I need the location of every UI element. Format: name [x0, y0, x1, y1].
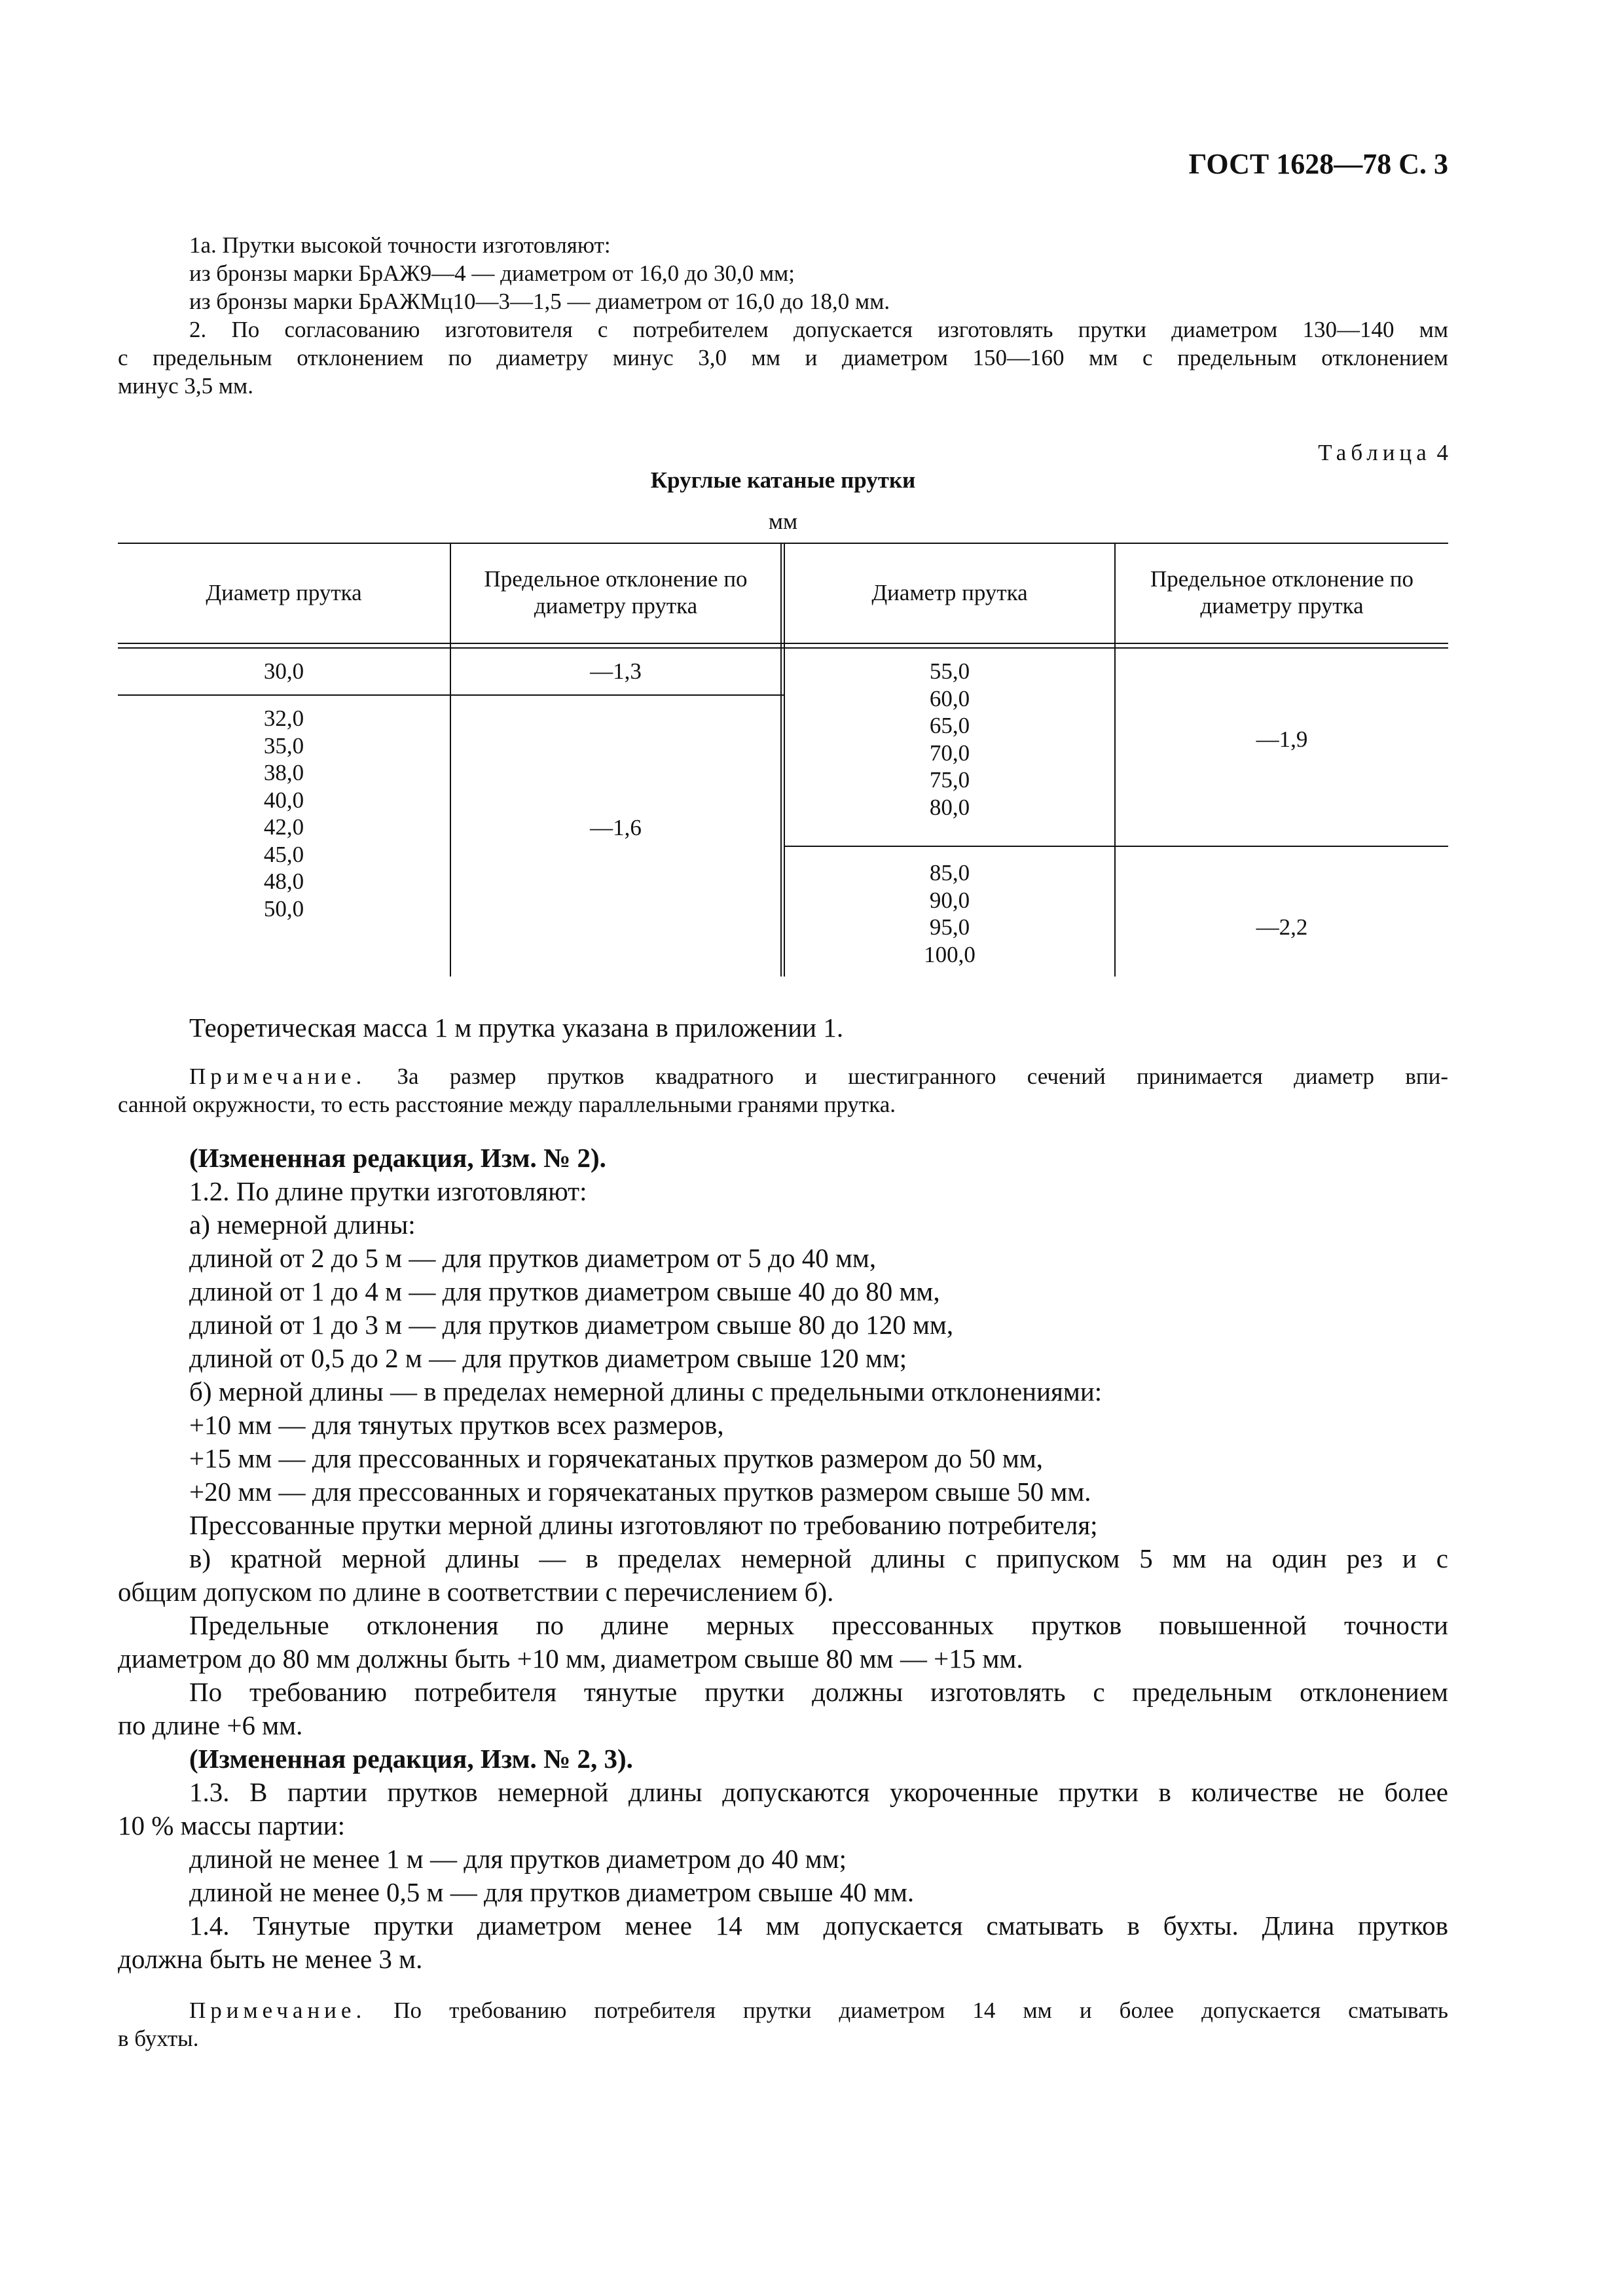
table-top-rule — [118, 543, 1448, 544]
s12-line10: +20 мм — для прессованных и горячекатаных прутков размером свыше 50 мм. — [189, 1477, 1091, 1507]
note-2-line2: в бухты. — [118, 2026, 199, 2051]
table-cell: 75,0 — [929, 767, 970, 793]
s12-line5: длиной от 1 до 3 м — для прутков диаметром свыше 80 до 120 мм, — [189, 1310, 954, 1340]
s12-line6: длиной от 0,5 до 2 м — для прутков диаметром свыше 120 мм; — [189, 1343, 907, 1373]
s12-b: б) мерной длины — в пределах немерной длины с предельными отклонениями: — [189, 1376, 1103, 1407]
right-group-2-deviation: —2,2 — [1256, 914, 1308, 940]
para-1a: 1а. Прутки высокой точности изготовляют: — [189, 232, 611, 258]
s12-request-line1: По требованию потребителя тянутые прутки должны изготовлять с предельным отклонением — [189, 1677, 1448, 1707]
table-header-rule-2 — [118, 647, 1448, 649]
header-diameter-left: Диаметр прутка — [206, 580, 362, 605]
theoretical-mass: Теоретическая масса 1 м прутка указана в приложении 1. — [189, 1013, 844, 1043]
table-cell: 30,0 — [263, 658, 304, 684]
s12-line8: +10 мм — для тянутых прутков всех размеров, — [189, 1410, 724, 1440]
table-cell: 80,0 — [929, 794, 970, 820]
para-2-line2: с предельным отклонением по диаметру минус 3,0 мм и диаметром 150—160 мм с предельным отклонением — [118, 345, 1448, 370]
table-cell: 38,0 — [263, 760, 304, 785]
s12-request-line2: по длине +6 мм. — [118, 1710, 303, 1740]
s13-line3: длиной не менее 1 м — для прутков диаметром до 40 мм; — [189, 1844, 847, 1874]
note-2-label: Примечание. — [189, 1998, 367, 2023]
table-label-word: Таблица — [1318, 440, 1431, 465]
s12-deviation-line2: диаметром до 80 мм должны быть +10 мм, диаметром свыше 80 мм — +15 мм. — [118, 1643, 1023, 1674]
s13-line2: 10 % массы партии: — [118, 1810, 345, 1840]
table-cell: 50,0 — [263, 895, 304, 922]
table-cell: 70,0 — [929, 740, 970, 766]
para-2-line3: минус 3,5 мм. — [118, 373, 253, 399]
note-1-line2: санной окружности, то есть расстояние между параллельными гранями прутка. — [118, 1092, 896, 1117]
left-group-2-diameters — [118, 705, 450, 922]
note-1-line1 — [189, 1062, 1448, 1090]
note-1-text-a: За размер прутков квадратного и шестигранного сечений принимается диаметр впи- — [397, 1064, 1448, 1089]
left-group-1-deviation: —1,3 — [590, 658, 642, 684]
table-cell: 65,0 — [929, 713, 970, 738]
table-vrule-2a — [780, 543, 782, 977]
data-table — [118, 543, 1448, 977]
page-header: ГОСТ 1628—78 С. 3 — [1188, 148, 1448, 180]
table-right-group-rule — [784, 846, 1448, 847]
header-diameter-right: Диаметр прутка — [871, 580, 1028, 605]
table-cell: 55,0 — [929, 658, 970, 684]
para-braj: из бронзы марки БрАЖ9—4 — диаметром от 16,0 до 30,0 мм; — [189, 260, 795, 286]
left-group-1-diameters — [118, 658, 450, 685]
s12-line4: длиной от 1 до 4 м — для прутков диаметром свыше 40 до 80 мм, — [189, 1276, 940, 1306]
header-deviation-left-line1: Предельное отклонение по — [484, 566, 748, 592]
amendment-2: (Измененная редакция, Изм. № 2, 3). — [189, 1744, 633, 1774]
s12-line9: +15 мм — для прессованных и горячекатаных прутков размером до 50 мм, — [189, 1443, 1044, 1473]
header-deviation-right-line2: диаметру прутка — [1200, 593, 1364, 619]
s13-line1: 1.3. В партии прутков немерной длины допускаются укороченные прутки в количестве не более — [189, 1777, 1448, 1807]
table-cell: 100,0 — [924, 941, 976, 967]
amendment-1: (Измененная редакция, Изм. № 2). — [189, 1143, 606, 1173]
header-deviation-left-line2: диаметру прутка — [534, 593, 698, 619]
s12-heading: 1.2. По длине прутки изготовляют: — [189, 1176, 587, 1206]
s12-v-line1: в) кратной мерной длины — в пределах немерной длины с припуском 5 мм на один рез и с — [189, 1543, 1448, 1573]
right-group-1-deviation: —1,9 — [1256, 726, 1308, 752]
table-cell: 60,0 — [929, 685, 970, 711]
s12-line11: Прессованные прутки мерной длины изготовляют по требованию потребителя; — [189, 1510, 1098, 1540]
table-cell: 32,0 — [263, 706, 304, 731]
note-1-label: Примечание. — [189, 1064, 367, 1089]
table-label-number: 4 — [1436, 440, 1448, 465]
header-deviation-right — [1116, 565, 1448, 619]
s12-deviation-line1: Предельные отклонения по длине мерных прессованных прутков повышенной точности — [189, 1610, 1448, 1640]
para-2-line1: 2. По согласованию изготовителя с потребителем допускается изготовлять прутки диаметром 130—140 мм — [189, 317, 1448, 342]
right-group-2-diameters — [785, 859, 1114, 968]
table-cell: 90,0 — [929, 887, 970, 913]
note-2-text-a: По требованию потребителя прутки диаметром 14 мм и более допускается сматывать — [393, 1998, 1449, 2023]
table-label — [1113, 439, 1448, 467]
table-cell: 85,0 — [929, 860, 970, 886]
table-cell: 48,0 — [263, 869, 304, 894]
s12-a: а) немерной длины: — [189, 1210, 416, 1240]
table-cell: 42,0 — [263, 814, 304, 840]
right-group-1-diameters — [785, 658, 1114, 821]
para-brajm: из бронзы марки БрАЖМц10—3—1,5 — диаметром от 16,0 до 18,0 мм. — [189, 289, 890, 314]
table-title: Круглые катаные прутки — [650, 467, 916, 493]
s12-line3: длиной от 2 до 5 м — для прутков диаметром от 5 до 40 мм, — [189, 1243, 877, 1273]
table-cell: 40,0 — [263, 787, 304, 813]
s14-line2: должна быть не менее 3 м. — [118, 1944, 423, 1974]
table-cell: 95,0 — [929, 914, 970, 940]
header-deviation-right-line1: Предельное отклонение по — [1150, 566, 1414, 592]
s13-line4: длиной не менее 0,5 м — для прутков диаметром свыше 40 мм. — [189, 1877, 915, 1907]
s12-v-line2: общим допуском по длине в соответствии с перечислением б). — [118, 1577, 834, 1607]
note-2-line1 — [189, 1996, 1448, 2024]
table-cell: 45,0 — [263, 841, 304, 867]
table-unit: мм — [768, 509, 798, 534]
header-deviation-left — [451, 565, 780, 619]
table-header-rule-1 — [118, 643, 1448, 644]
s14-line1: 1.4. Тянутые прутки диаметром менее 14 мм допускается сматывать в бухты. Длина прутков — [189, 1910, 1448, 1941]
table-cell: 35,0 — [263, 732, 304, 759]
left-group-2-deviation: —1,6 — [590, 815, 642, 840]
